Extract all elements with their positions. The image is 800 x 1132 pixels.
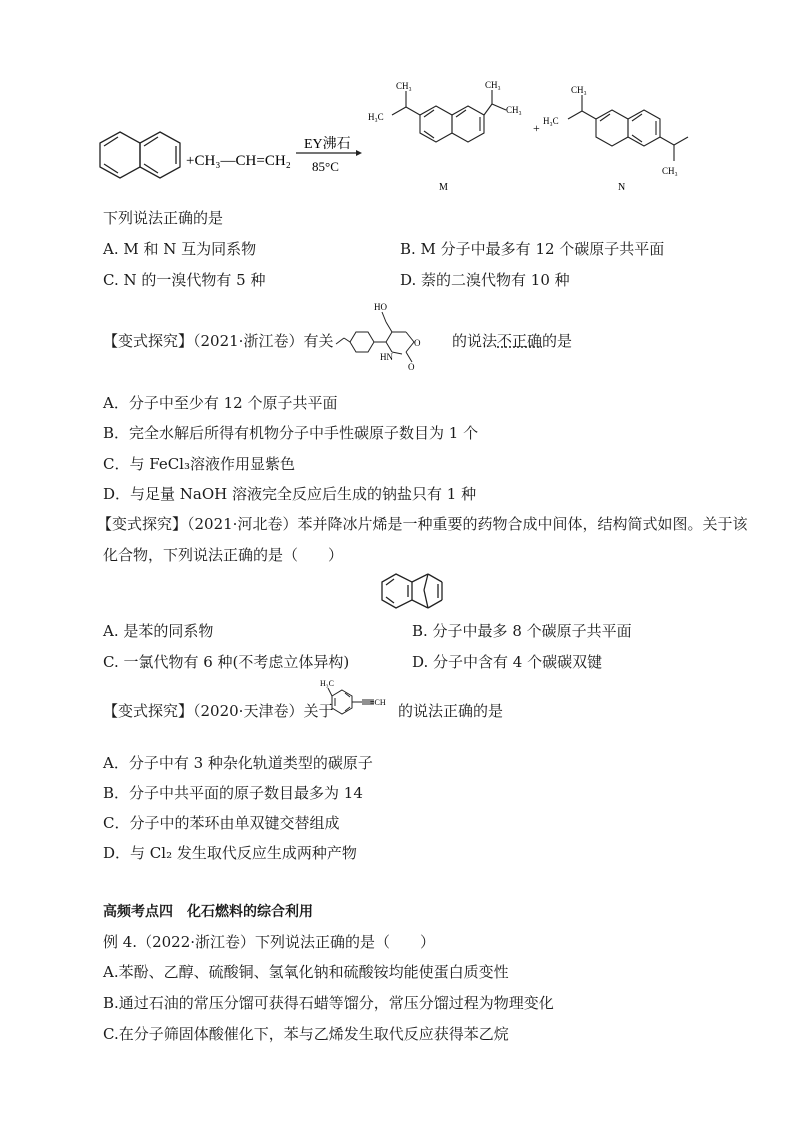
svg-text:CH₃: CH₃ [485, 80, 501, 90]
q4-option-d: D．与 Cl₂ 发生取代反应生成两种产物 [103, 844, 357, 862]
benzonorbornene-structure [378, 568, 468, 614]
q2-option-d: D．与足量 NaOH 溶液完全反应后生成的钠盐只有 1 种 [103, 485, 477, 503]
product-m-label: M [439, 182, 448, 193]
svg-text:≡CH: ≡CH [370, 698, 386, 707]
svg-text:H₃C: H₃C [543, 116, 559, 126]
example-4-option-b: B.通过石油的常压分馏可获得石蜡等馏分，常压分馏过程为物理变化 [103, 994, 554, 1012]
q4-molecule [318, 676, 400, 722]
q2-molecule [322, 296, 450, 372]
svg-text:HN: HN [380, 352, 393, 362]
example-4-option-a: A.苯酚、乙醇、硫酸铜、氢氧化钠和硫酸铵均能使蛋白质变性 [103, 963, 509, 981]
product-m-structure [392, 90, 506, 142]
q1-option-a: A. M 和 N 互为同系物 [103, 240, 257, 258]
q3-option-b: B. 分子中最多 8 个碳原子共平面 [412, 622, 632, 640]
q4-stem-suffix: 的说法正确的是 [398, 702, 504, 720]
q4-option-c: C．分子中的苯环由单双键交替组成 [103, 814, 340, 832]
q3-option-d: D. 分子中含有 4 个碳碳双键 [412, 653, 603, 671]
svg-text:CH₃: CH₃ [506, 105, 522, 115]
reagent-formula: +CH₃—CH=CH₂ [186, 153, 291, 169]
svg-text:CH₃: CH₃ [662, 166, 678, 176]
q2-stem-prefix: 【变式探究】（2021·浙江卷）有关 [103, 332, 334, 350]
plus-sign: + [533, 121, 540, 135]
q2-option-b: B．完全水解后所得有机物分子中手性碳原子数目为 1 个 [103, 424, 479, 442]
svg-text:CH₃: CH₃ [396, 81, 412, 91]
svg-text:CH₃: CH₃ [571, 85, 587, 95]
q3-option-a: A. 是苯的同系物 [103, 622, 214, 640]
q4-option-b: B．分子中共平面的原子数目最多为 14 [103, 784, 363, 802]
q4-option-a: A．分子中有 3 种杂化轨道类型的碳原子 [103, 754, 373, 772]
q1-option-b: B. M 分子中最多有 12 个碳原子共平面 [400, 240, 665, 258]
q1-option-d: D. 萘的二溴代物有 10 种 [400, 271, 570, 289]
catalyst-label: EY沸石 [304, 137, 351, 152]
example-4-stem: 例 4.（2022·浙江卷）下列说法正确的是（ ） [103, 933, 436, 951]
q2-stem-suffix: 的说法不正确的是 [452, 332, 573, 350]
svg-text:H₃C: H₃C [368, 112, 384, 122]
naphthalene-structure [100, 132, 180, 178]
q3-option-c: C. 一氯代物有 6 种(不考虑立体异构) [103, 653, 350, 671]
q4-stem-prefix: 【变式探究】（2020·天津卷）关于 [103, 702, 334, 720]
svg-text:O: O [408, 362, 415, 372]
q2-option-a: A．分子中至少有 12 个原子共平面 [103, 394, 338, 412]
q3-stem-line1: 【变式探究】（2021·河北卷）苯并降冰片烯是一种重要的药物合成中间体，结构简式如图。关于该 [97, 515, 748, 533]
svg-text:H₃C: H₃C [320, 679, 334, 688]
q1-option-c: C. N 的一溴代物有 5 种 [103, 271, 266, 289]
product-n-label: N [618, 182, 626, 193]
example-4-option-c: C.在分子筛固体酸催化下，苯与乙烯发生取代反应获得苯乙烷 [103, 1025, 509, 1043]
section-title: 高频考点四 化石燃料的综合利用 [103, 904, 313, 920]
product-n-structure [568, 95, 688, 161]
svg-text:HO: HO [374, 302, 387, 312]
emphasis-dots-text: 不正确 [497, 332, 543, 350]
q2-option-c: C．与 FeCl₃溶液作用显紫色 [103, 455, 295, 473]
svg-text:O: O [414, 338, 421, 348]
temperature-label: 85°C [312, 159, 339, 174]
q3-stem-line2: 化合物，下列说法正确的是（ ） [103, 546, 344, 564]
q1-stem: 下列说法正确的是 [103, 209, 224, 227]
reaction-scheme [0, 80, 800, 205]
